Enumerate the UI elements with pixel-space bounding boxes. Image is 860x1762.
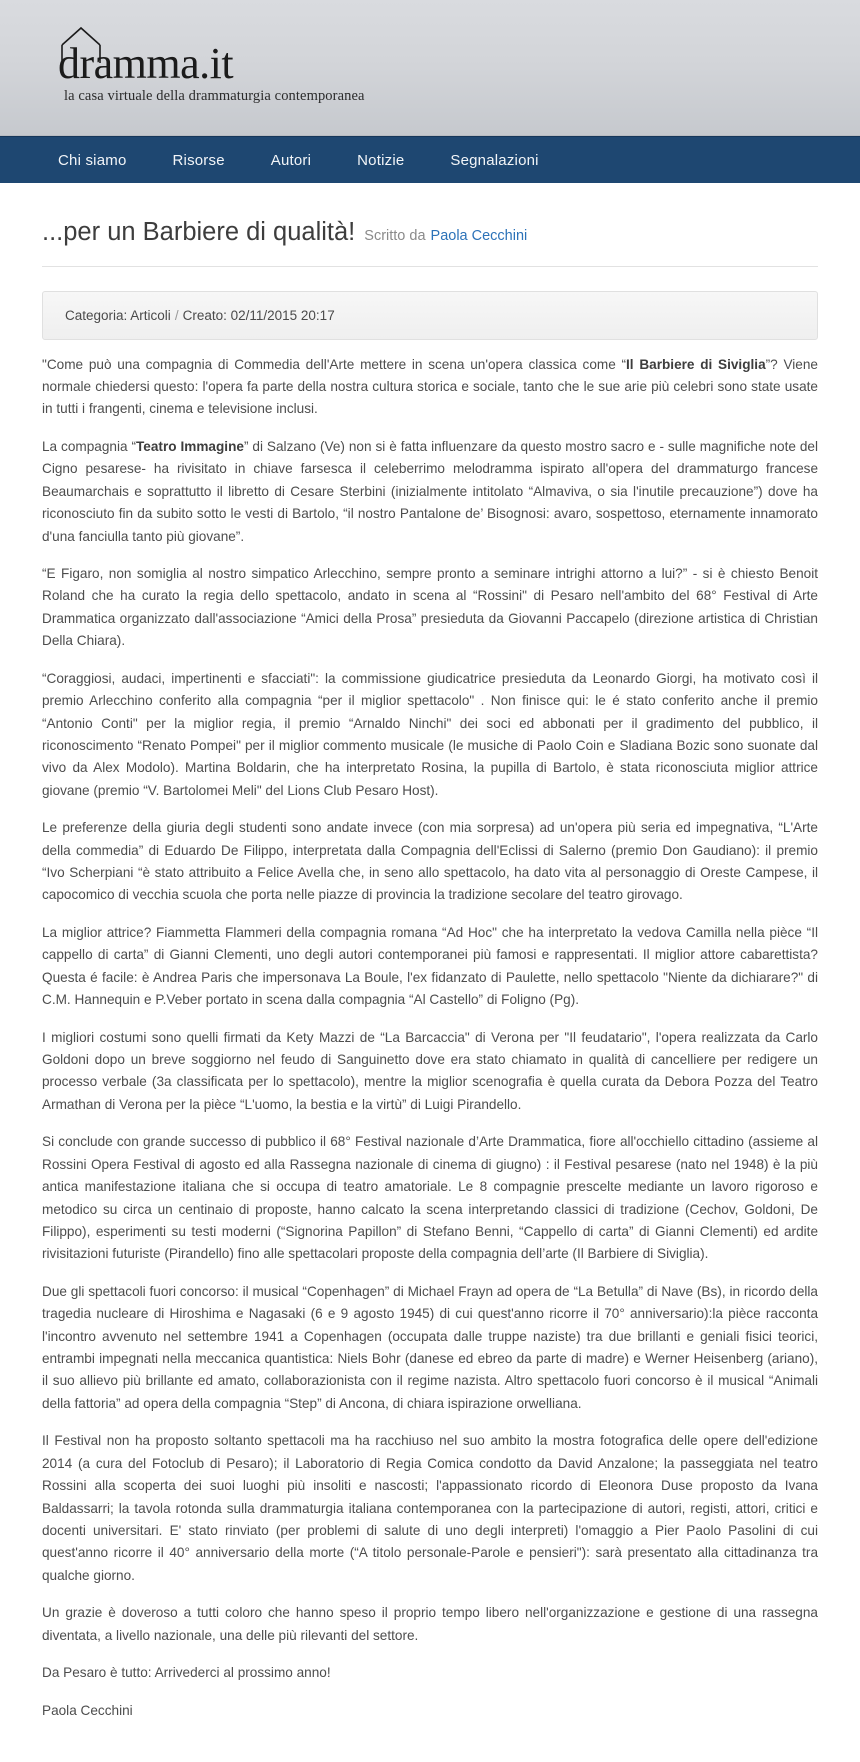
paragraph-text: I migliori costumi sono quelli firmati da Kety Mazzi de “La Barcaccia" di Verona per "Il feudatario", l'opera realizzata da Carlo Goldoni dopo un breve soggiorno nel feudo di Sanguinetto dove era stato chiamato in qualità di cancelliere per redigere un processo verbale (3a classificata per lo spettacolo), mentre la miglior scenografia è quella curata da Debora Pozza del Teatro Armathan di Verona per la pièce “L'uomo, la bestia e la virtù” di Luigi Pirandello. — [42, 1029, 818, 1112]
paragraph-text: La miglior attrice? Fiammetta Flammeri della compagnia romana “Ad Hoc" che ha interpretato la vedova Camilla nella pièce “Il cappello di carta” di Gianni Clementi, uno degli autori contemporanei più famosi e rappresentati. Il miglior attore cabarettista? Questa é facile: è Andrea Paris che impersonava La Boule, l'ex fidanzato di Paulette, nello spettacolo "Niente da dichiarare?" di C.M. Hannequin e P.Veber portato in scena dalla compagnia “Al Castello” di Foligno (Pg). — [42, 924, 818, 1008]
emphasis-text: Teatro Immagine — [136, 438, 244, 454]
paragraph-text: Da Pesaro è tutto: Arrivederci al prossimo anno! — [42, 1665, 331, 1681]
site-logo[interactable] — [58, 26, 388, 104]
article-created-date: Creato: 02/11/2015 20:17 — [182, 307, 335, 323]
logo-tagline: la casa virtuale della drammaturgia contemporanea — [64, 88, 365, 104]
article-paragraph — [42, 668, 818, 803]
article — [42, 183, 818, 1762]
article-paragraph — [42, 922, 818, 1012]
paragraph-text: ” di Salzano (Ve) non si è fatta influenzare da questo mostro sacro e - sulle magnifiche note del Cigno pesarese- ha rivisitato in chiave farsesca il celeberrimo melodramma ispirato all'opera del drammaturgo francese Beaumarchais e soprattutto il libretto di Cesare Sterbini (inizialmente intitolato “Almaviva, o sia l'inutile precauzione”) dove ha riconosciuto fin da subito sotto le vesti di Bartolo, “il nostro Pantalone de’ Bisognosi: avaro, sospettoso, eternamente innamorato d'una fanciulla tanto più giovane”. — [42, 438, 818, 544]
article-category: Categoria: Articoli — [65, 307, 171, 323]
meta-separator: / — [174, 307, 179, 323]
logo-mark — [58, 26, 388, 88]
paragraph-text: “E Figaro, non somiglia al nostro simpatico Arlecchino, sempre pronto a seminare intrighi attorno a lui?” - si è chiesto Benoit Roland che ha curato la regia dello spettacolo, andato in scena al “Rossini" di Pesaro nell'ambito del 68° Festival di Arte Drammatica organizzato dall'associazione “Amici della Prosa” presieduta da Giovanni Paccapelo (direzione artistica di Christian Della Chiara). — [42, 565, 818, 649]
byline-prefix: Scritto da — [364, 228, 426, 244]
nav-item-autori[interactable]: Autori — [270, 151, 312, 169]
article-paragraph — [42, 563, 818, 653]
nav-item-segnalazioni[interactable]: Segnalazioni — [450, 151, 539, 169]
logo-wordmark: dramma.it — [58, 39, 234, 88]
site-header — [0, 0, 860, 136]
article-paragraph — [42, 436, 818, 548]
paragraph-text: “Coraggiosi, audaci, impertinenti e sfacciati": la commissione giudicatrice presieduta da Leonardo Giorgi, ha motivato così il premio Arlecchino conferito alla compagnia “per il miglior spettacolo" . Non finisce qui: le é stato conferito anche il premio “Antonio Conti" per la miglior regia, il premio “Arnaldo Ninchi" dei soci ed abbonati per il gradimento del pubblico, il riconoscimento “Renato Pompei" per il miglior commento musicale (le musiche di Paolo Coin e Sladiana Bozic sono suonate dal vivo da Alex Modolo). Martina Boldarin, che ha interpretato Rosina, la pupilla di Bartolo, è stata riconosciuta miglior attrice giovane (premio “V. Bartolomei Meli" del Lions Club Pesaro Host). — [42, 670, 818, 798]
paragraph-text: "Come può una compagnia di Commedia dell'Arte mettere in scena un'opera classica come “ — [42, 356, 627, 372]
article-paragraph — [42, 1131, 818, 1266]
paragraph-text: Le preferenze della giuria degli studenti sono andate invece (con mia sorpresa) ad un'opera più seria ed impegnativa, “L'Arte della commedia” di Eduardo De Filippo, interpretata dalla Compagnia dell'Eclissi di Salerno (premio Don Gaudiano): il premio “Ivo Scherpiani “è stato attribuito a Felice Avella che, in seno allo spettacolo, ha dato vita al personaggio di Oreste Campese, il capocomico di vecchia scuola che porta nelle piazze di provincia la tradizione secolare del teatro girovago. — [42, 820, 818, 903]
article-paragraph — [42, 1662, 818, 1684]
nav-item-risorse[interactable]: Risorse — [172, 151, 225, 169]
emphasis-text: Il Barbiere di Siviglia — [626, 356, 766, 372]
paragraph-text: ”? Viene normale chiedersi questo: l'opera fa parte della nostra cultura storica e sociale, tanto che le sue arie più celebri sono state usate in tutti i frangenti, cinema e televisione inclusi. — [42, 356, 818, 417]
article-paragraph — [42, 1281, 818, 1416]
article-paragraph — [42, 1027, 818, 1117]
article-meta-line — [65, 308, 795, 323]
paragraph-text: Un grazie è doveroso a tutti coloro che hanno speso il proprio tempo libero nell'organizzazione e gestione di una rassegna diventata, a livello nazionale, una delle più rilevanti del settore. — [42, 1605, 818, 1643]
article-meta-box — [42, 291, 818, 340]
article-body — [42, 340, 818, 1762]
article-paragraph — [42, 1430, 818, 1587]
article-paragraph — [42, 354, 818, 421]
nav-item-chi-siamo[interactable]: Chi siamo — [58, 151, 127, 169]
paragraph-text: Il Festival non ha proposto soltanto spettacoli ma ha racchiuso nel suo ambito la mostra fotografica delle opere dell'edizione 2014 (a cura del Fotoclub di Pesaro); il Laboratorio di Regia Comica condotto da David Anzalone; la passeggiata nel teatro Rossini alla scoperta dei suoi luoghi più insoliti e nascosti; l'appassionato ricordo di Eleonora Duse proposto da Ivana Baldassarri; la tavola rotonda sulla drammaturgia italiana contemporanea con la partecipazione di autori, registi, attori, critici e docenti universitari. E' stato rinviato (per problemi di salute di uno degli interpreti) l'omaggio a Pier Paolo Pasolini di cui quest'anno ricorre il 40° anniversario della morte (“A titolo personale-Parole e pensieri"): sarà presentato alla cittadinanza tra qualche giorno. — [42, 1433, 818, 1583]
page-content-wrapper — [0, 183, 860, 1762]
article-author-link[interactable]: Paola Cecchini — [430, 228, 528, 244]
paragraph-text: Paola Cecchini — [42, 1702, 133, 1718]
article-paragraph — [42, 1602, 818, 1647]
main-navigation — [0, 136, 860, 183]
nav-item-notizie[interactable]: Notizie — [357, 151, 405, 169]
article-header — [42, 217, 818, 267]
paragraph-text: La compagnia “ — [42, 438, 137, 454]
article-paragraph — [42, 1700, 818, 1722]
paragraph-text: Si conclude con grande successo di pubblico il 68° Festival nazionale d’Arte Drammatica, fiore all'occhiello cittadino (assieme al Rossini Opera Festival di agosto ed alla Rassegna nazionale di cinema di giugno) : il Festival pesarese (nato nel 1948) è la più antica manifestazione italiana che si occupa di teatro amatoriale. Le 8 compagnie prescelte mediante un lavoro rigoroso e metodico su circa un centinaio di proposte, hanno calcato la scena interpretando classici di tradizione (Cechov, Goldoni, De Filippo), esperimenti su testi moderni (“Signorina Papillon” di Stefano Benni, “Cappello di carta” di Gianni Clementi) ed ardite rivisitazioni futuriste (Pirandello) fino alle spettacolari proposte della compagnia dell’arte (Il Barbiere di Siviglia). — [42, 1134, 818, 1262]
paragraph-text: Due gli spettacoli fuori concorso: il musical “Copenhagen” di Michael Frayn ad opera de “La Betulla” di Nave (Bs), in ricordo della tragedia nucleare di Hiroshima e Nagasaki (6 e 9 agosto 1945) di cui quest'anno ricorre il 70° anniversario):la pièce racconta l'incontro avvenuto nel settembre 1941 a Copenhagen (occupata dalle truppe naziste) tra due brillanti e geniali fisici teorici, entrambi impegnati nella meccanica quantistica: Niels Bohr (danese ed ebreo da parte di madre) e Werner Heisenberg (ariano), il suo allievo più brillante ed amato, collaborazionista con il regime nazista. Altro spettacolo fuori concorso è il musical “Animali della fattoria” ad opera della compagnia “Step” di Ancona, di chiara ispirazione orwelliana. — [42, 1283, 818, 1411]
page-title: ...per un Barbiere di qualità! — [42, 218, 356, 246]
article-paragraph — [42, 817, 818, 907]
